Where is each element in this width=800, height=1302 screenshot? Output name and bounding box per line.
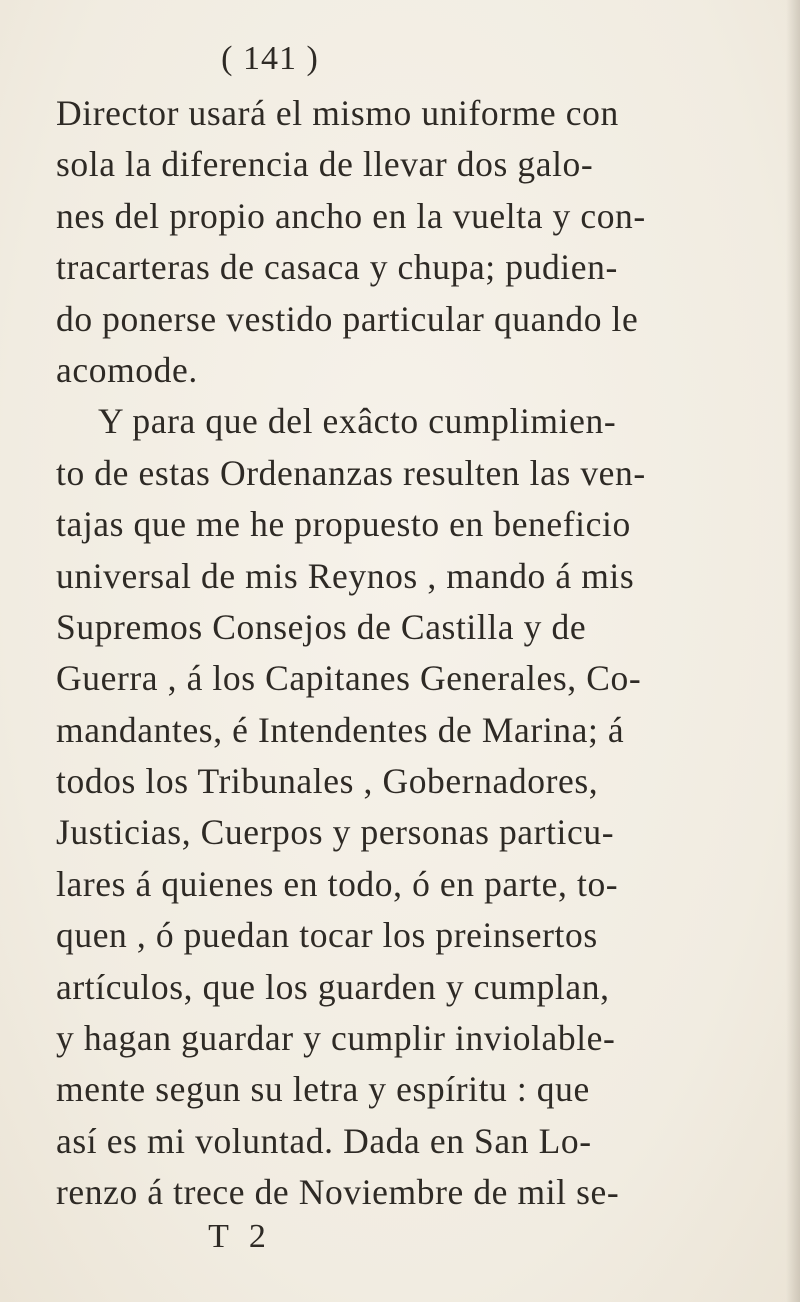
text-line-10: universal de mis Reynos , mando á mis (56, 555, 635, 596)
text-line-4: tracarteras de casaca y chupa; pudien- (56, 247, 618, 288)
text-line-16: lares á quienes en todo, ó en parte, to- (56, 863, 619, 904)
text-line-22: renzo á trece de Noviembre de mil se- (56, 1172, 620, 1213)
text-line-17: quen , ó puedan tocar los preinsertos (56, 915, 598, 956)
text-line-20: mente segun su letra y espíritu : que (56, 1069, 590, 1110)
text-line-3: nes del propio ancho en la vuelta y con- (56, 195, 646, 236)
text-line-21: así es mi voluntad. Dada en San Lo- (56, 1120, 592, 1161)
text-line-7: Y para que del exâcto cumplimien- (98, 401, 617, 442)
text-line-15: Justicias, Cuerpos y personas particu- (56, 812, 615, 853)
text-line-19: y hagan guardar y cumplir inviolable- (56, 1018, 616, 1059)
text-line-2: sola la diferencia de llevar dos galo- (56, 144, 594, 185)
page-number: ( 141 ) (221, 40, 319, 77)
signature-mark: T 2 (208, 1218, 272, 1255)
text-line-13: mandantes, é Intendentes de Marina; á (56, 709, 625, 750)
text-line-12: Guerra , á los Capitanes Generales, Co- (56, 658, 642, 699)
page-edge-shadow (786, 0, 800, 1302)
text-line-6: acomode. (56, 349, 198, 390)
text-line-14: todos los Tribunales , Gobernadores, (56, 761, 599, 802)
text-line-1: Director usará el mismo uniforme con (56, 93, 619, 133)
body-text (56, 88, 756, 1219)
text-line-5: do ponerse vestido particular quando le (56, 298, 639, 339)
text-line-18: artículos, que los guarden y cumplan, (56, 966, 610, 1007)
text-line-8: to de estas Ordenanzas resulten las ven- (56, 452, 646, 493)
text-line-11: Supremos Consejos de Castilla y de (56, 606, 587, 647)
text-line-9: tajas que me he propuesto en beneficio (56, 504, 631, 545)
